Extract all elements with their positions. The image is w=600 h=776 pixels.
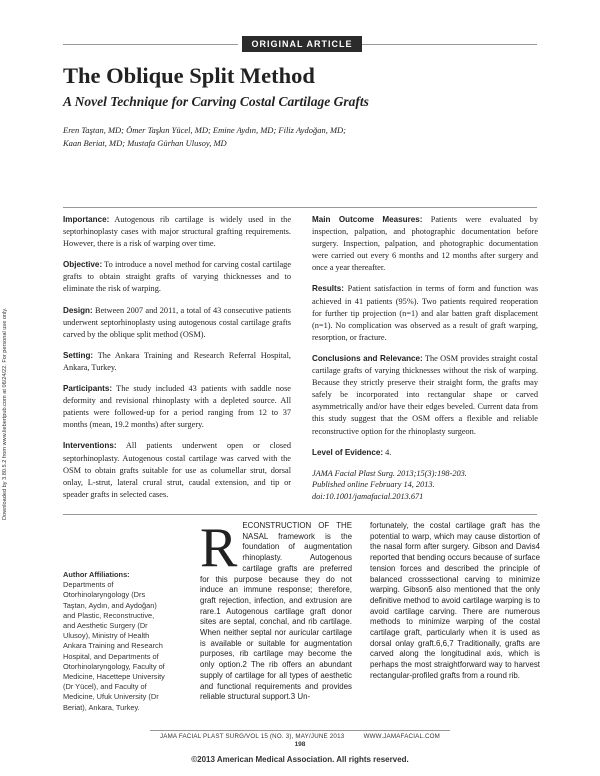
abstract-left-column bbox=[63, 214, 291, 510]
authors-line-2: Kaan Beriat, MD; Mustafa Gürhan Ulusoy, MD bbox=[63, 138, 227, 148]
abstract-setting: Setting: The Ankara Training and Research Referral Hospital, Ankara, Turkey. bbox=[63, 350, 291, 372]
citation-doi[interactable]: doi:10.1001/jamafacial.2013.671 bbox=[312, 492, 424, 502]
abstract-top-rule bbox=[63, 207, 537, 208]
body-column-2 bbox=[370, 521, 540, 682]
abstract-interventions: Interventions: All patients underwent open or closed septorhinoplasty. Autogenous costal cartilage was carved with the OSM to obtain grafts suitable for use as columellar strut, dorsal onlay, L-strut, lateral crural strut, caudal extension, and tip or speader grafts in selected cases. bbox=[63, 441, 291, 499]
author-list bbox=[63, 124, 463, 150]
drop-cap: R bbox=[200, 517, 238, 579]
abstract-level-of-evidence: Level of Evidence: 4. bbox=[312, 447, 392, 457]
article-type-badge: ORIGINAL ARTICLE bbox=[242, 36, 362, 52]
affiliations-text: Departments of Otorhinolaryngology (Drs Taştan, Aydın, and Aydoğan) and Plastic, Reconstructive, and Aesthetic Surgery (Dr Ulusoy), Ministry of Health Ankara Training and Research Hospital, and Departments of Otorhinolaryngology, Faculty of Medicine, Hacettepe University (Dr Yücel), and Faculty of Medicine, Ufuk University (Dr Beriat), Ankara, Turkey. bbox=[63, 580, 165, 712]
abstract-conclusions: Conclusions and Relevance: The OSM provides straight costal cartilage grafts of varying thicknesses without the risk of warping. Because they strictly preserve their straight form, the grafts may safely be incorporated into rectangular shape or carved asymmetrically and/or have their edges beveled. Current data from this study suggest that the OSM offers a flexible and reliable reconstructive option for the rhinoplasty surgeon. bbox=[312, 353, 538, 436]
footer-rule bbox=[150, 730, 450, 731]
abstract-participants: Participants: The study included 43 patients with saddle nose deformity and revisional rhinoplasty with a depleted source. All patients were followed-up for a period ranging from 12 to 37 months (mean, 19.2 months) after surgery. bbox=[63, 384, 291, 430]
footer-journal-line bbox=[0, 733, 600, 740]
abstract-right-column bbox=[312, 214, 538, 503]
abstract-results: Results: Patient satisfaction in terms of form and function was achieved in 41 patients (95%). Two patients required reoperation for further tip projection (n=1) and alar batten graft displacement (n=1). No complication was observed as a result of graft warping, resorption, or fracture. bbox=[312, 284, 538, 342]
download-note bbox=[2, 250, 16, 520]
body-column-1 bbox=[200, 517, 352, 703]
header-rule-right bbox=[362, 44, 537, 45]
footer-journal: JAMA FACIAL PLAST SURG/VOL 15 (NO. 3), MAY/JUNE 2013 bbox=[159, 733, 345, 740]
header-rule-left bbox=[63, 44, 238, 45]
authors-line-1: Eren Taştan, MD; Ömer Taşkın Yücel, MD; Emine Aydın, MD; Filiz Aydoğan, MD; bbox=[63, 125, 346, 135]
citation-journal: JAMA Facial Plast Surg. 2013;15(3):198-203. bbox=[312, 468, 467, 478]
citation-published: Published online February 14, 2013. bbox=[312, 480, 435, 490]
abstract-bottom-rule bbox=[63, 514, 537, 515]
footer-website[interactable]: WWW.JAMAFACIAL.COM bbox=[363, 733, 441, 740]
page-number: 198 bbox=[294, 741, 306, 748]
download-note-text: Downloaded by 3.80.5.2 from www.liebertpub.com at 06/24/22. For personal use only. bbox=[2, 307, 8, 520]
article-title: The Oblique Split Method bbox=[63, 63, 315, 88]
author-affiliations bbox=[63, 570, 165, 713]
affiliations-heading: Author Affiliations: bbox=[63, 570, 130, 579]
citation-block bbox=[312, 468, 538, 503]
body-column-2-text: fortunately, the costal cartilage graft has the potential to warp, which may cause distortion of the nasal form after surgery. Gibson and Davis4 reported that bending occurs because of surface tension forces and described the principle of balanced crosssectional carving to minimize warping. Gibson5 also mentioned that the only definitive method to avoid cartilage warping is to avoid cartilage carving. There are numerous methods to minimize warping of the costal cartilage graft, particularly when it is used as dorsal onlay graft.6,6,7 Traditionally, grafts are carved along the longitudinal axis, which is perhaps the most straightforward way to harvest rectangular-profiled grafts from a round rib. bbox=[370, 521, 540, 680]
body-column-1-text: ECONSTRUCTION OF THE NASAL framework is the foundation of augmentation rhinoplasty. Autogenous cartilage grafts are preferred for this purpose because they do not induce an immune response; therefore, graft rejection, infection, and extrusion are rare.1 Autogenous cartilage graft donor sites are septal, conchal, and rib cartilage. When neither septal nor auricular cartilage is available or suitable for augmentation purposes, rib cartilage may become the only option.2 The rib offers an abundant supply of cartilage for all types of aesthetic and functional requirements and provides reliable structural support.3 Un- bbox=[200, 521, 352, 702]
abstract-objective: Objective: To introduce a novel method for carving costal cartilage grafts to obtain straight grafts of varying thicknesses and to eliminate the risk of warping. bbox=[63, 260, 291, 294]
article-subtitle: A Novel Technique for Carving Costal Cartilage Grafts bbox=[63, 94, 369, 109]
abstract-design: Design: Between 2007 and 2011, a total of 43 consecutive patients underwent septorhinoplasty using autogenous costal cartilage grafts carved by the oblique split method (OSM). bbox=[63, 305, 291, 339]
abstract-importance: Importance: Autogenous rib cartilage is widely used in the septorhinoplasty cases with major structural grafting requirements. However, there is a risk of warping over time. bbox=[63, 215, 291, 249]
abstract-outcome-measures: Main Outcome Measures: Patients were evaluated by inspection, palpation, and photographic documentation before surgery. Inspection, palpation, and photographic documentation were carried out every 6 months and 12 months after surgery and once a year thereafter. bbox=[312, 215, 538, 273]
copyright-notice: ©2013 American Medical Association. All rights reserved. bbox=[191, 755, 409, 764]
